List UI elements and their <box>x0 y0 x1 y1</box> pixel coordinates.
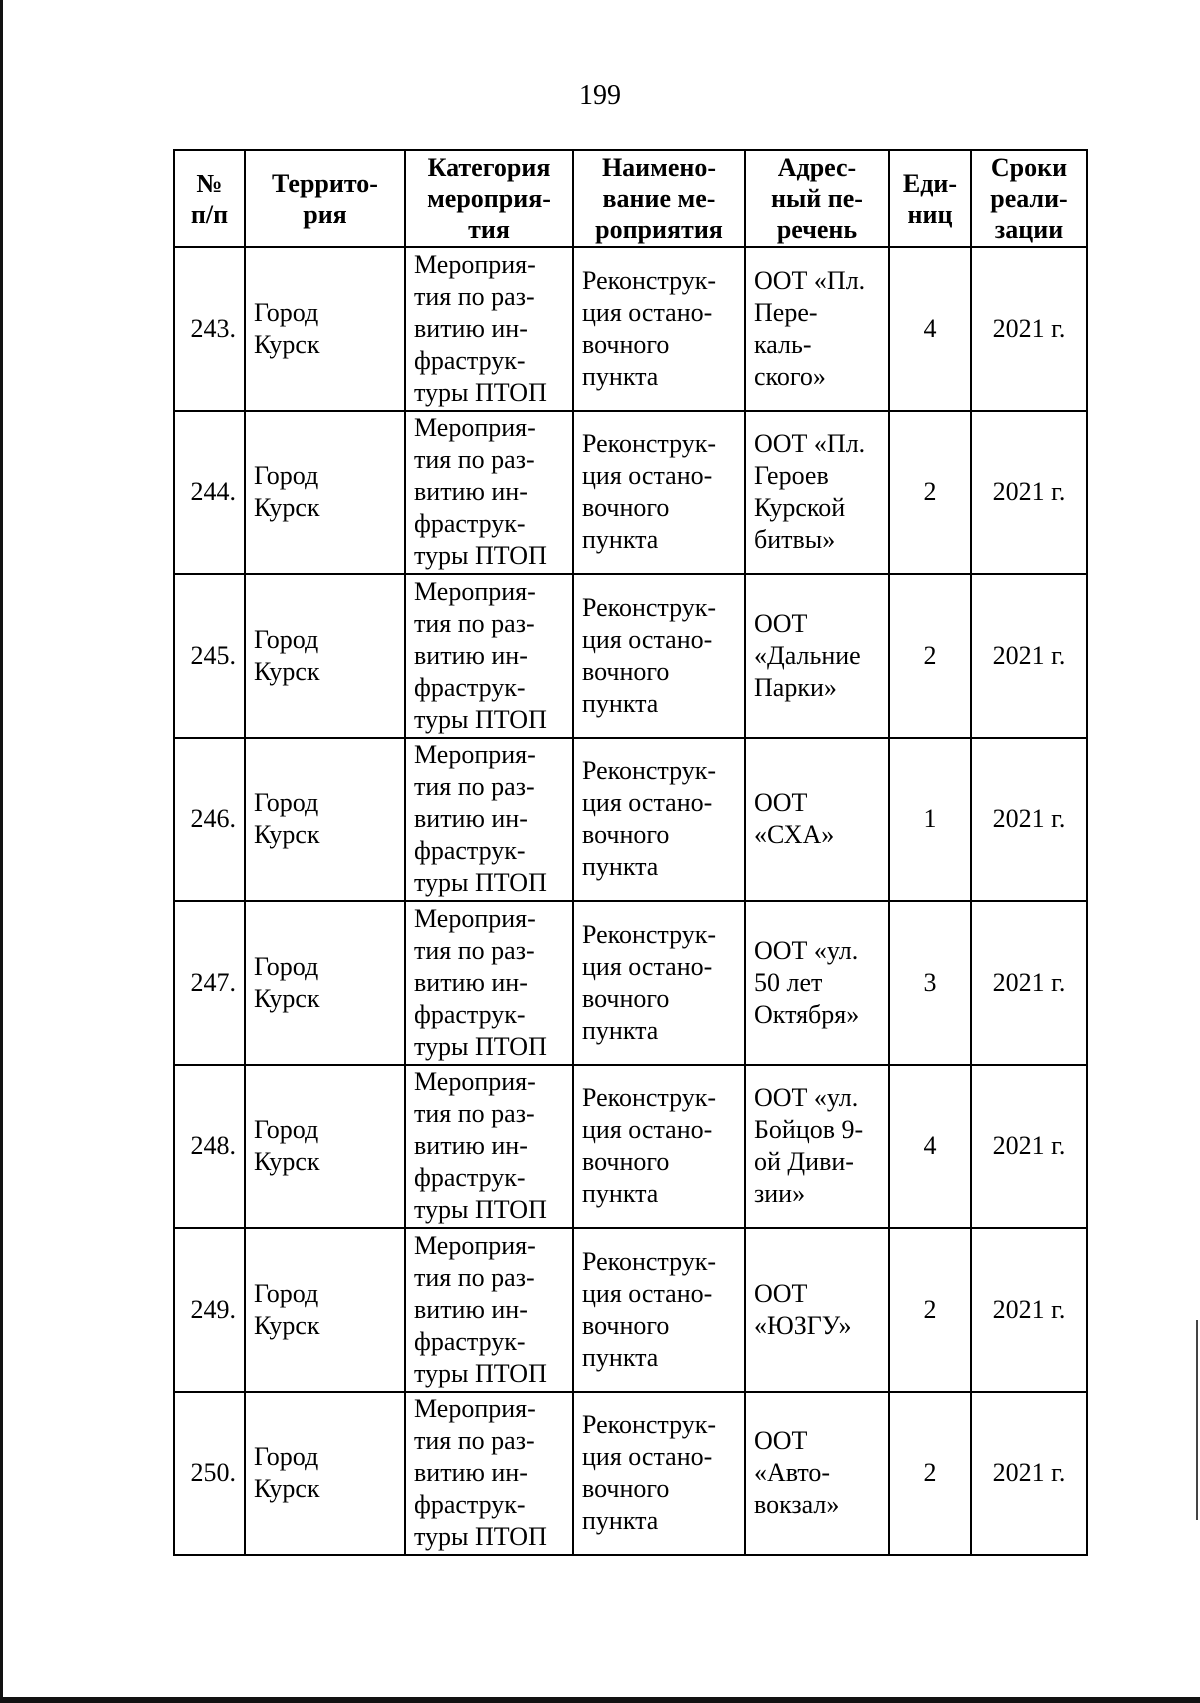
scan-edge-left <box>0 0 3 1703</box>
cell-name: Реконструк- ция остано- вочного пункта <box>573 1228 745 1392</box>
cell-territory: Город Курск <box>245 1228 405 1392</box>
cell-territory: Город Курск <box>245 738 405 902</box>
header-territory: Террито- рия <box>245 150 405 247</box>
table-row <box>174 574 1087 738</box>
cell-territory: Город Курск <box>245 411 405 575</box>
cell-number: 247. <box>174 901 245 1065</box>
cell-units: 2 <box>889 574 971 738</box>
cell-name: Реконструк- ция остано- вочного пункта <box>573 1065 745 1229</box>
cell-address: ООТ «Пл. Героев Курской битвы» <box>745 411 889 575</box>
cell-number: 245. <box>174 574 245 738</box>
cell-units: 4 <box>889 247 971 411</box>
cell-territory: Город Курск <box>245 574 405 738</box>
cell-address: ООТ «ул. Бойцов 9- ой Диви- зии» <box>745 1065 889 1229</box>
cell-term: 2021 г. <box>971 1065 1087 1229</box>
cell-category: Мероприя- тия по раз- витию ин- фраструк- туры ПТОП <box>405 411 573 575</box>
header-units: Еди- ниц <box>889 150 971 247</box>
cell-name: Реконструк- ция остано- вочного пункта <box>573 1392 745 1556</box>
header-name: Наимено- вание ме- роприятия <box>573 150 745 247</box>
header-term: Сроки реали- зации <box>971 150 1087 247</box>
cell-name: Реконструк- ция остано- вочного пункта <box>573 574 745 738</box>
events-table <box>173 149 1088 1556</box>
cell-term: 2021 г. <box>971 1228 1087 1392</box>
table-row <box>174 901 1087 1065</box>
cell-territory: Город Курск <box>245 247 405 411</box>
scan-edge-right-mark <box>1196 1320 1198 1520</box>
cell-term: 2021 г. <box>971 574 1087 738</box>
cell-address: ООТ «Авто- вокзал» <box>745 1392 889 1556</box>
cell-number: 250. <box>174 1392 245 1556</box>
cell-units: 2 <box>889 411 971 575</box>
cell-territory: Город Курск <box>245 1392 405 1556</box>
cell-number: 244. <box>174 411 245 575</box>
cell-number: 249. <box>174 1228 245 1392</box>
cell-name: Реконструк- ция остано- вочного пункта <box>573 411 745 575</box>
table-row <box>174 1228 1087 1392</box>
cell-category: Мероприя- тия по раз- витию ин- фраструк- туры ПТОП <box>405 1065 573 1229</box>
cell-category: Мероприя- тия по раз- витию ин- фраструк- туры ПТОП <box>405 574 573 738</box>
header-category: Категория мероприя- тия <box>405 150 573 247</box>
cell-number: 243. <box>174 247 245 411</box>
cell-units: 3 <box>889 901 971 1065</box>
page-number: 199 <box>579 80 621 111</box>
cell-number: 248. <box>174 1065 245 1229</box>
cell-territory: Город Курск <box>245 901 405 1065</box>
cell-name: Реконструк- ция остано- вочного пункта <box>573 901 745 1065</box>
cell-name: Реконструк- ция остано- вочного пункта <box>573 247 745 411</box>
cell-number: 246. <box>174 738 245 902</box>
table-row <box>174 1065 1087 1229</box>
cell-units: 2 <box>889 1228 971 1392</box>
header-number: № п/п <box>174 150 245 247</box>
cell-term: 2021 г. <box>971 738 1087 902</box>
cell-category: Мероприя- тия по раз- витию ин- фраструк- туры ПТОП <box>405 1392 573 1556</box>
cell-units: 2 <box>889 1392 971 1556</box>
cell-address: ООТ «Пл. Пере- каль- ского» <box>745 247 889 411</box>
cell-territory: Город Курск <box>245 1065 405 1229</box>
table-row <box>174 411 1087 575</box>
cell-units: 1 <box>889 738 971 902</box>
table-row <box>174 1392 1087 1556</box>
table-header-row <box>174 150 1087 247</box>
cell-term: 2021 г. <box>971 247 1087 411</box>
cell-units: 4 <box>889 1065 971 1229</box>
cell-term: 2021 г. <box>971 411 1087 575</box>
cell-address: ООТ «Дальние Парки» <box>745 574 889 738</box>
cell-category: Мероприя- тия по раз- витию ин- фраструк- туры ПТОП <box>405 247 573 411</box>
cell-term: 2021 г. <box>971 1392 1087 1556</box>
cell-category: Мероприя- тия по раз- витию ин- фраструк- туры ПТОП <box>405 901 573 1065</box>
scan-edge-bottom <box>0 1697 1200 1703</box>
header-address: Адрес- ный пе- речень <box>745 150 889 247</box>
table-row <box>174 247 1087 411</box>
cell-address: ООТ «ул. 50 лет Октября» <box>745 901 889 1065</box>
cell-address: ООТ «ЮЗГУ» <box>745 1228 889 1392</box>
cell-category: Мероприя- тия по раз- витию ин- фраструк- туры ПТОП <box>405 738 573 902</box>
cell-name: Реконструк- ция остано- вочного пункта <box>573 738 745 902</box>
cell-term: 2021 г. <box>971 901 1087 1065</box>
cell-address: ООТ «СХА» <box>745 738 889 902</box>
cell-category: Мероприя- тия по раз- витию ин- фраструк- туры ПТОП <box>405 1228 573 1392</box>
table-row <box>174 738 1087 902</box>
